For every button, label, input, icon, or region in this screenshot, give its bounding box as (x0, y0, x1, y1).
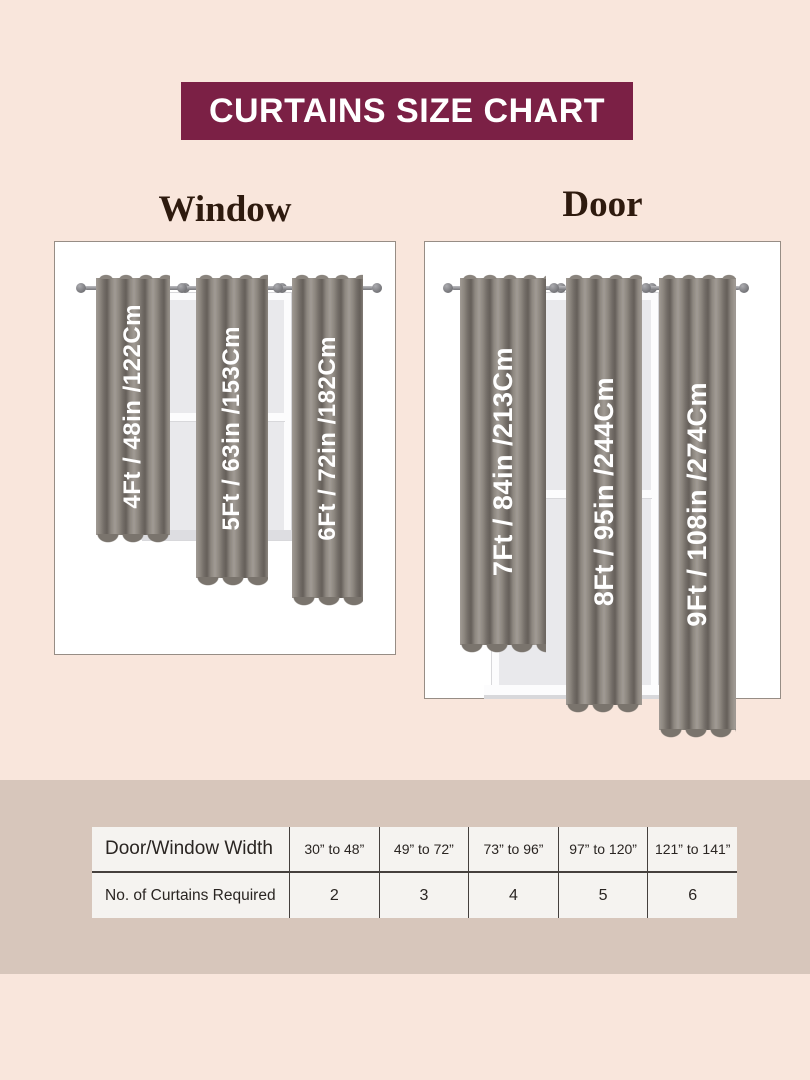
curtain-4ft (96, 278, 170, 535)
table-cell: 4 (468, 873, 558, 918)
table-row-header: No. of Curtains Required (105, 886, 276, 904)
table-cell: 6 (647, 873, 737, 918)
curtain-5ft (196, 278, 268, 578)
curtain-size-label: 8Ft / 95in /244Cm (588, 376, 619, 607)
table-cell: 5 (558, 873, 648, 918)
curtain-size-label: 7Ft / 84in /213Cm (487, 346, 518, 577)
table-cell: 30” to 48” (289, 827, 379, 873)
table-cell: 3 (379, 873, 469, 918)
table-cell: 97” to 120” (558, 827, 648, 873)
curtain-size-label: 4Ft / 48in /122Cm (119, 304, 146, 509)
title-banner (181, 82, 633, 140)
table-cell: 49” to 72” (379, 827, 469, 873)
door-illustration-panel (424, 241, 781, 699)
curtain-7ft (460, 278, 546, 645)
page-title: CURTAINS SIZE CHART (208, 91, 606, 130)
curtain-size-label: 5Ft / 63in /153Cm (218, 325, 245, 531)
window-illustration-panel (54, 241, 396, 655)
window-section-heading: Window (158, 189, 292, 230)
table-cell: 2 (289, 873, 379, 918)
table-cell: 121” to 141” (647, 827, 737, 873)
curtain-8ft (566, 278, 642, 705)
curtain-6ft (292, 278, 363, 598)
table-cell: 73” to 96” (468, 827, 558, 873)
size-table (92, 827, 737, 918)
curtain-size-label: 6Ft / 72in /182Cm (313, 335, 341, 541)
door-section-heading: Door (562, 184, 643, 225)
curtain-size-label: 9Ft / 108in /274Cm (682, 381, 712, 627)
table-row-header: Door/Window Width (92, 827, 289, 873)
curtain-9ft (659, 278, 736, 730)
